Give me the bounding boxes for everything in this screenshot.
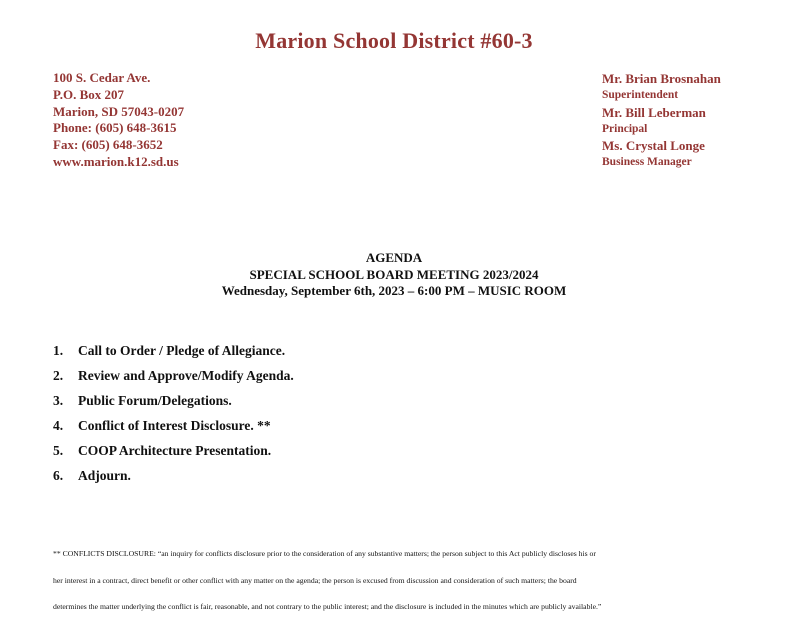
- conflicts-disclosure-note: [53, 541, 753, 621]
- agenda-list: [53, 342, 294, 492]
- agenda-item-number: 6.: [53, 468, 64, 483]
- agenda-item: [53, 392, 294, 417]
- superintendent-role: Superintendent: [602, 89, 679, 101]
- disclosure-line: her interest in a contract, direct benefit or other conflict with any matter on the agenda; the person is excused from discussion and consideration of such matters; the board: [53, 575, 577, 585]
- city-state-zip: Marion, SD 57043-0207: [53, 103, 185, 119]
- meeting-datetime: Wednesday, September 6th, 2023 – 6:00 PM – MUSIC ROOM: [221, 283, 567, 298]
- agenda-item-number: 5.: [53, 443, 64, 458]
- agenda-heading: AGENDA: [365, 250, 423, 265]
- business-manager-name: Ms. Crystal Longe: [602, 138, 705, 153]
- phone-number: Phone: (605) 648-3615: [53, 120, 177, 136]
- agenda-item-text: Review and Approve/Modify Agenda.: [78, 368, 294, 383]
- principal-role: Principal: [602, 122, 648, 135]
- agenda-item-text: Adjourn.: [78, 468, 131, 483]
- agenda-item: [53, 442, 294, 467]
- agenda-heading-block: [0, 250, 788, 300]
- disclosure-line: ** CONFLICTS DISCLOSURE: “an inquiry for conflicts disclosure prior to the consideration of any substantive matters; the person subject to this Act publicly discloses his or: [53, 549, 596, 558]
- business-manager-role: Business Manager: [602, 156, 692, 168]
- agenda-item: [53, 467, 294, 492]
- meeting-title: SPECIAL SCHOOL BOARD MEETING 2023/2024: [249, 266, 539, 282]
- agenda-item-text: Conflict of Interest Disclosure. **: [78, 418, 271, 433]
- agenda-item-number: 2.: [53, 368, 64, 383]
- district-address-block: [53, 70, 184, 171]
- po-box: P.O. Box 207: [53, 86, 125, 102]
- agenda-item: [53, 342, 294, 367]
- district-title: Marion School District #60-3: [255, 28, 533, 53]
- agenda-item-text: COOP Architecture Presentation.: [78, 443, 272, 458]
- principal-name: Mr. Bill Leberman: [602, 104, 706, 120]
- agenda-item-number: 4.: [53, 418, 64, 433]
- agenda-item: [53, 367, 294, 392]
- fax-number: Fax: (605) 648-3652: [53, 137, 163, 153]
- agenda-item-text: Public Forum/Delegations.: [78, 393, 232, 408]
- agenda-item-text: Call to Order / Pledge of Allegiance.: [78, 343, 286, 358]
- agenda-item-number: 1.: [53, 343, 64, 358]
- superintendent-name: Mr. Brian Brosnahan: [602, 71, 721, 86]
- street-address: 100 S. Cedar Ave.: [53, 70, 151, 85]
- staff-block: [602, 70, 721, 171]
- disclosure-line: determines the matter underlying the conflict is fair, reasonable, and not contrary to the public interest; and the disclosure is included in the minutes which are publicly available.”: [53, 602, 602, 611]
- website-link[interactable]: www.marion.k12.sd.us: [53, 153, 179, 169]
- agenda-item-number: 3.: [53, 393, 64, 408]
- agenda-item: [53, 417, 294, 442]
